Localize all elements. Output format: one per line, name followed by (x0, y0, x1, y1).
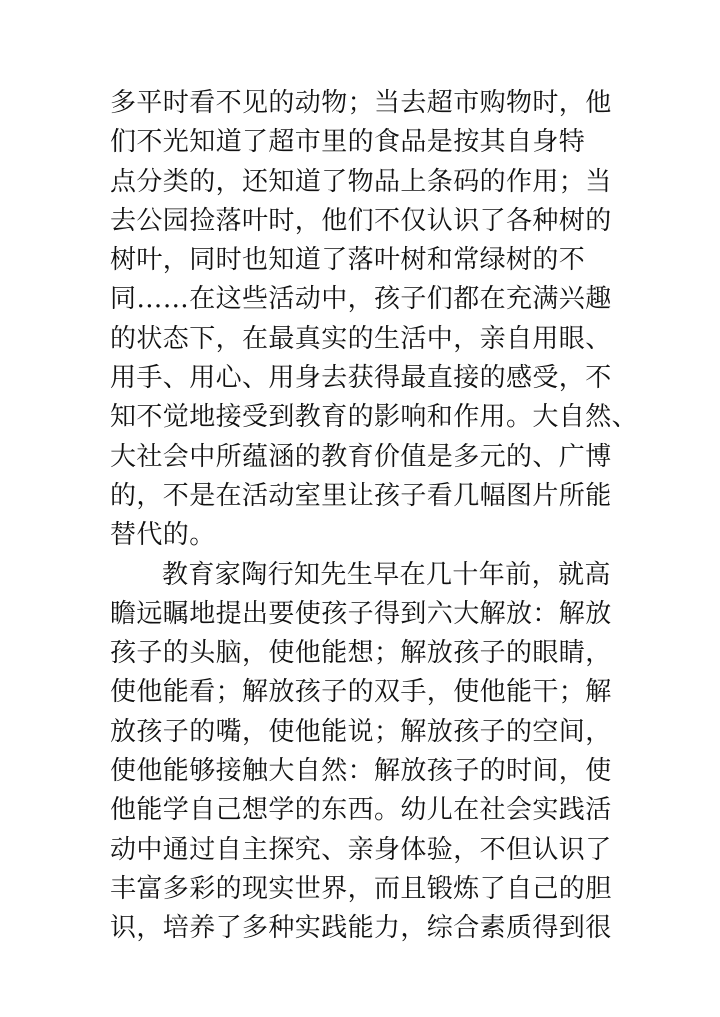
text-line: 的状态下，在最真实的生活中，亲自用眼、 (110, 323, 612, 354)
paragraph-2 (110, 556, 630, 949)
text-line: 识，培养了多种实践能力，综合素质得到很 (110, 913, 612, 944)
text-line-indented: 教育家陶行知先生早在几十年前，就高 (162, 559, 611, 590)
text-line: 去公园捡落叶时，他们不仅认识了各种树的 (110, 205, 612, 236)
text-line: 用手、用心、用身去获得最直接的感受，不 (110, 363, 612, 394)
text-line: 替代的。 (110, 520, 216, 551)
text-line: 同……在这些活动中，孩子们都在充满兴趣 (110, 284, 612, 315)
text-line: 动中通过自主探究、亲身体验，不但认识了 (110, 834, 612, 865)
text-line: 树叶，同时也知道了落叶树和常绿树的不 (110, 245, 586, 276)
text-line: 使他能够接触大自然：解放孩子的时间，使 (110, 756, 612, 787)
text-line: 丰富多彩的现实世界，而且锻炼了自己的胆 (110, 873, 612, 904)
body-text (110, 84, 639, 949)
paragraph-1 (110, 84, 639, 556)
text-line: 使他能看；解放孩子的双手，使他能干；解 (110, 677, 612, 708)
text-line: 他能学自己想学的东西。幼儿在社会实践活 (110, 795, 612, 826)
text-line: 们不光知道了超市里的食品是按其自身特 (110, 127, 586, 158)
text-line: 放孩子的嘴，使他能说；解放孩子的空间， (110, 716, 612, 747)
text-line: 瞻远瞩地提出要使孩子得到六大解放：解放 (110, 598, 612, 629)
text-line: 大社会中所蕴涵的教育价值是多元的、广博 (110, 441, 612, 472)
text-line: 点分类的，还知道了物品上条码的作用；当 (110, 166, 612, 197)
text-line: 多平时看不见的动物；当去超市购物时，他 (110, 88, 612, 118)
text-line: 的，不是在活动室里让孩子看几幅图片所能 (110, 480, 612, 511)
text-line: 知不觉地接受到教育的影响和作用。大自然、 (110, 402, 639, 433)
text-line: 孩子的头脑，使他能想；解放孩子的眼睛， (110, 638, 612, 669)
